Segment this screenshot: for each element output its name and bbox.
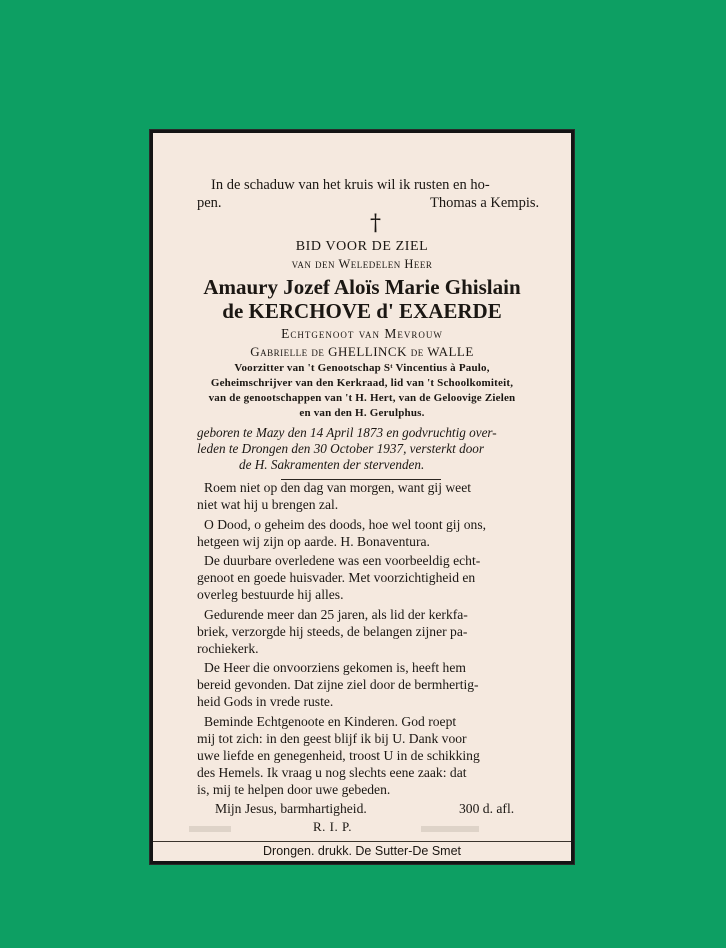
paragraph-6-line-1: Beminde Echtgenoote en Kinderen. God roept	[204, 714, 457, 729]
function-line-4: en van den H. Gerulphus.	[299, 407, 425, 419]
function-line-2: Geheimschrijver van den Kerkraad, lid van 't Schoolkomiteit,	[210, 377, 514, 389]
paragraph-4-line-3: rochiekerk.	[197, 641, 259, 656]
cross-icon: †	[370, 211, 381, 236]
paragraph-6-line-4: des Hemels. Ik vraag u nog slechts eene zaak: dat	[197, 765, 467, 780]
paragraph-1-line-1: Roem niet op den dag van morgen, want gij weet	[204, 480, 472, 495]
paragraph-5-line-1: De Heer die onvoorziens gekomen is, heeft hem	[204, 660, 466, 675]
prayer-heading: BID VOOR DE ZIEL	[295, 239, 429, 254]
birth-death-line-3: de H. Sakramenten der stervenden.	[239, 457, 425, 472]
footer-rule	[153, 841, 571, 842]
paragraph-6-line-5: is, mij te helpen door uwe gebeden.	[197, 782, 391, 797]
paragraph-3-line-2: genoot en goede huisvader. Met voorzichtigheid en	[197, 570, 476, 585]
paragraph-3-line-1: De duurbare overledene was een voorbeeldig echt-	[204, 553, 481, 568]
paragraph-2-line-2: hetgeen wij zijn op aarde. H. Bonaventura.	[197, 534, 430, 549]
birth-death-line-2: leden te Drongen den 30 October 1937, versterkt door	[197, 441, 485, 456]
memorial-card	[150, 130, 574, 864]
spouse-name: Gabrielle de GHELLINCK de WALLE	[250, 344, 474, 359]
deceased-given-names: Amaury Jozef Aloïs Marie Ghislain	[203, 275, 521, 299]
printer-credit: Drongen. drukk. De Sutter-De Smet	[263, 844, 461, 858]
paragraph-3-line-3: overleg bestuurde hij alles.	[197, 587, 344, 602]
faint-print-mark	[189, 826, 231, 832]
paragraph-1-line-2: niet wat hij u brengen zal.	[197, 497, 339, 512]
deceased-surname: de KERCHOVE d' EXAERDE	[222, 299, 502, 323]
function-line-3: van de genootschappen van 't H. Hert, van de Geloovige Zielen	[208, 392, 516, 404]
paragraph-6-line-3: uwe liefde en genegenheid, troost U in de schikking	[197, 748, 480, 763]
paragraph-2-line-1: O Dood, o geheim des doods, hoe wel toont gij ons,	[204, 517, 487, 532]
spouse-intro: Echtgenoot van Mevrouw	[281, 326, 443, 341]
epigraph-line-1: In de schaduw van het kruis wil ik rusten en ho-	[211, 177, 490, 193]
indulgence-prayer: Mijn Jesus, barmhartigheid.	[215, 801, 367, 816]
epigraph-author: Thomas a Kempis.	[430, 195, 540, 211]
paragraph-5-line-3: heid Gods in vrede ruste.	[197, 694, 334, 709]
faint-print-mark	[421, 826, 479, 832]
paragraph-6-line-2: mij tot zich: in den geest blijf ik bij U. Dank voor	[197, 731, 467, 746]
rip-line: R. I. P.	[313, 819, 353, 834]
paragraph-4-line-2: briek, verzorgde hij steeds, de belangen zijner pa-	[197, 624, 468, 639]
epigraph-line-2: pen.	[197, 195, 222, 211]
paragraph-4-line-1: Gedurende meer dan 25 jaren, als lid der kerkfa-	[204, 607, 468, 622]
honorific-line: van den Weledelen Heer	[291, 257, 433, 271]
birth-death-line-1: geboren te Mazy den 14 April 1873 en godvruchtig over-	[197, 425, 497, 440]
function-line-1: Voorzitter van 't Genootschap Sᵗ Vincentius à Paulo,	[234, 362, 490, 374]
indulgence-days: 300 d. afl.	[459, 801, 515, 816]
paragraph-5-line-2: bereid gevonden. Dat zijne ziel door de bermhertig-	[197, 677, 479, 692]
